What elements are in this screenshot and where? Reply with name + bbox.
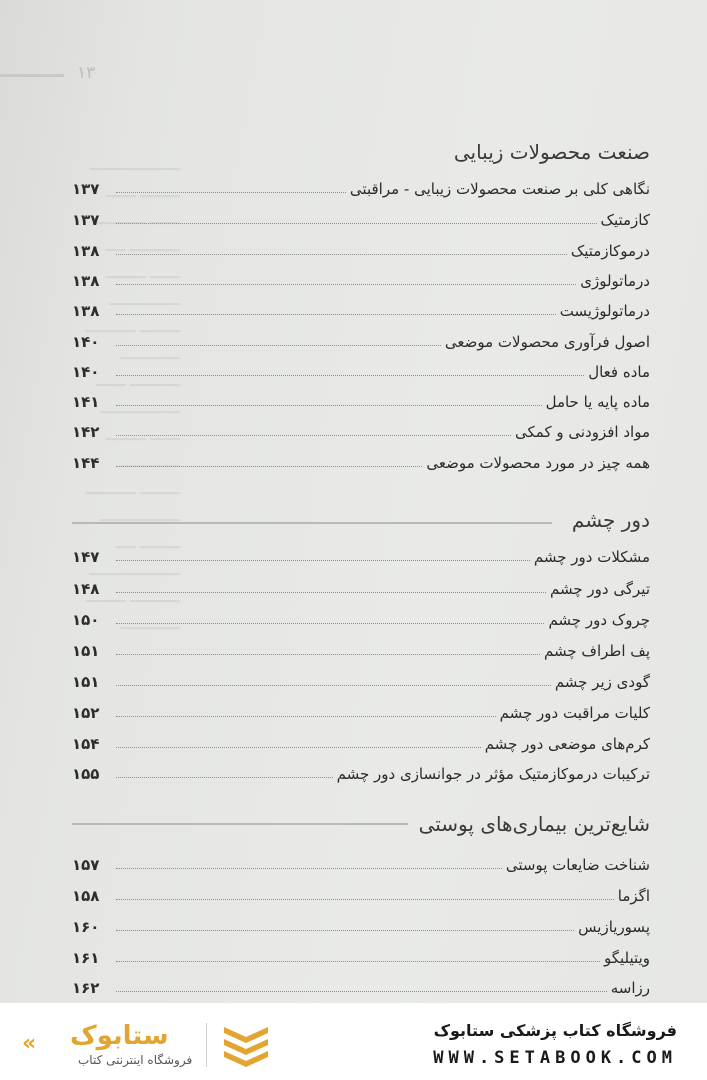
toc-entry xyxy=(72,538,650,566)
toc-entry-title: پسوریازیس xyxy=(578,918,650,936)
dot-leader xyxy=(116,283,576,285)
toc-page-number: ۱۳۸ xyxy=(72,242,100,260)
toc-entry-title: کلیات مراقبت دور چشم xyxy=(499,704,650,722)
dot-leader xyxy=(116,191,346,193)
section-title: دور چشم xyxy=(571,508,650,532)
toc-entry xyxy=(72,877,650,905)
store-name: فروشگاه کتاب پزشکی ستابوک xyxy=(433,1021,677,1040)
toc-entry-title: چروک دور چشم xyxy=(548,611,650,629)
dot-leader xyxy=(116,465,422,467)
dot-leader xyxy=(116,404,542,406)
toc-entry-title: تیرگی دور چشم xyxy=(550,580,650,598)
toc-page-number: ۱۵۷ xyxy=(72,856,100,874)
toc-entry-title: ماده پایه یا حامل xyxy=(545,393,650,411)
dot-leader xyxy=(116,591,546,593)
dot-leader xyxy=(116,344,441,346)
section-title: شایع‌ترین بیماری‌های پوستی xyxy=(418,812,650,836)
dot-leader xyxy=(116,684,551,686)
dot-leader xyxy=(116,990,607,992)
toc-page-number: ۱۴۸ xyxy=(72,580,100,598)
store-logo xyxy=(22,1017,272,1073)
store-banner xyxy=(0,1003,707,1080)
toc-entry-title: ویتیلیگو xyxy=(604,949,650,967)
toc-page-number: ۱۴۱ xyxy=(72,393,100,411)
toc-page-number: ۱۴۰ xyxy=(72,333,100,351)
toc-page-number: ۱۴۷ xyxy=(72,548,100,566)
toc-entry-title: کازمتیک xyxy=(600,211,650,229)
toc-entry xyxy=(72,444,650,472)
toc-entry xyxy=(72,383,650,411)
toc-entry-title: پف اطراف چشم xyxy=(544,642,650,660)
dot-leader xyxy=(116,776,333,778)
toc-entry-title: کرم‌های موضعی دور چشم xyxy=(484,735,650,753)
header-rule xyxy=(0,74,64,77)
section-rule xyxy=(72,823,408,825)
toc-page-number: ۱۵۱ xyxy=(72,673,100,691)
dot-leader xyxy=(116,222,597,224)
toc-entry-title: ترکیبات درموکازمتیک مؤثر در جوانسازی دور چشم xyxy=(336,765,650,783)
toc-entry xyxy=(72,969,650,997)
toc-entry xyxy=(72,939,650,967)
toc-entry xyxy=(72,232,650,260)
dot-leader xyxy=(116,559,530,561)
toc-page-number: ۱۵۵ xyxy=(72,765,100,783)
dot-leader xyxy=(116,746,481,748)
dot-leader xyxy=(116,653,540,655)
dot-leader xyxy=(116,867,502,869)
toc-page-number: ۱۵۱ xyxy=(72,642,100,660)
toc-page-number: ۱۶۰ xyxy=(72,918,100,936)
toc-page-number: ۱۵۰ xyxy=(72,611,100,629)
section-title: صنعت محصولات زیبایی xyxy=(453,140,650,164)
stacked-chevrons-icon xyxy=(220,1023,272,1067)
toc-entry xyxy=(72,601,650,629)
toc-entry xyxy=(72,632,650,660)
toc-page-number: ۱۳۸ xyxy=(72,302,100,320)
toc-entry xyxy=(72,755,650,783)
toc-entry xyxy=(72,725,650,753)
toc-entry-title: رزاسه xyxy=(610,979,650,997)
toc-entry-title: گودی زیر چشم xyxy=(554,673,650,691)
dot-leader xyxy=(116,374,584,376)
toc-page-number: ۱۶۱ xyxy=(72,949,100,967)
toc-entry xyxy=(72,292,650,320)
toc-entry xyxy=(72,201,650,229)
toc-entry xyxy=(72,353,650,381)
toc-entry xyxy=(72,570,650,598)
toc-entry xyxy=(72,262,650,290)
toc-entry-title: مشکلات دور چشم xyxy=(533,548,650,566)
dot-leader xyxy=(116,622,544,624)
toc-entry-title: ماده فعال xyxy=(588,363,650,381)
page-number: ۱۳ xyxy=(77,63,96,83)
toc-page-number: ۱۳۸ xyxy=(72,272,100,290)
dot-leader xyxy=(116,898,614,900)
toc-page-number: ۱۵۴ xyxy=(72,735,100,753)
double-chevron-icon: « xyxy=(22,1031,37,1056)
toc-page-number: ۱۳۷ xyxy=(72,180,100,198)
bleed-through-text: ▁▁▁▁▁▁▁▁▁ ▁▁▁▁ ▁▁▁ ▁▁▁ ▁▁▁▁▁ ▁▁▁▁▁ ▁▁ ▁▁▁ ▁▁▁▁ ▁▁▁▁▁▁▁ ▁▁▁▁ ▁▁▁▁▁ ▁▁▁▁▁▁ ▁▁▁▁▁ ▁▁▁ ▁▁▁▁▁▁▁▁ ▁▁▁ ▁▁▁▁ ▁▁▁▁▁▁ ▁▁▁▁ ▁▁▁▁▁ ▁▁▁▁▁▁▁▁ ▁▁▁▁ ▁▁ ▁▁▁▁▁▁▁▁▁ ▁▁▁▁▁ ▁▁▁▁ ▁▁▁▁▁▁ xyxy=(85,156,180,630)
logo-wordmark: ستابوک xyxy=(70,1021,169,1051)
toc-entry-title: اگزما xyxy=(617,887,650,905)
toc-entry xyxy=(72,323,650,351)
dot-leader xyxy=(116,313,556,315)
toc-page-number: ۱۴۲ xyxy=(72,423,100,441)
logo-divider xyxy=(206,1023,207,1067)
dot-leader xyxy=(116,434,511,436)
toc-entry xyxy=(72,694,650,722)
toc-entry xyxy=(72,170,650,198)
toc-entry-title: مواد افزودنی و کمکی xyxy=(515,423,650,441)
toc-page-number: ۱۶۲ xyxy=(72,979,100,997)
logo-subtitle: فروشگاه اینترنتی کتاب xyxy=(78,1053,193,1067)
toc-page-number: ۱۴۰ xyxy=(72,363,100,381)
dot-leader xyxy=(116,929,574,931)
toc-entry-title: همه چیز در مورد محصولات موضعی xyxy=(426,454,650,472)
toc-entry xyxy=(72,846,650,874)
toc-entry-title: شناخت ضایعات پوستی xyxy=(505,856,650,874)
toc-entry-title: درموکازمتیک xyxy=(570,242,650,260)
toc-entry xyxy=(72,663,650,691)
toc-page-number: ۱۳۷ xyxy=(72,211,100,229)
toc-entry-title: درماتولوژیست xyxy=(559,302,650,320)
toc-entry xyxy=(72,908,650,936)
dot-leader xyxy=(116,715,496,717)
dot-leader xyxy=(116,253,567,255)
toc-entry xyxy=(72,413,650,441)
section-rule xyxy=(72,522,552,524)
toc-entry-title: درماتولوژی xyxy=(580,272,650,290)
dot-leader xyxy=(116,960,600,962)
toc-entry-title: اصول فرآوری محصولات موضعی xyxy=(444,333,650,351)
toc-entry-title: نگاهی کلی بر صنعت محصولات زیبایی - مراقبتی xyxy=(349,180,650,198)
store-url-link[interactable]: WWW.SETABOOK.COM xyxy=(433,1048,677,1068)
toc-page-number: ۱۵۲ xyxy=(72,704,100,722)
toc-page-number: ۱۴۴ xyxy=(72,454,100,472)
toc-page-number: ۱۵۸ xyxy=(72,887,100,905)
